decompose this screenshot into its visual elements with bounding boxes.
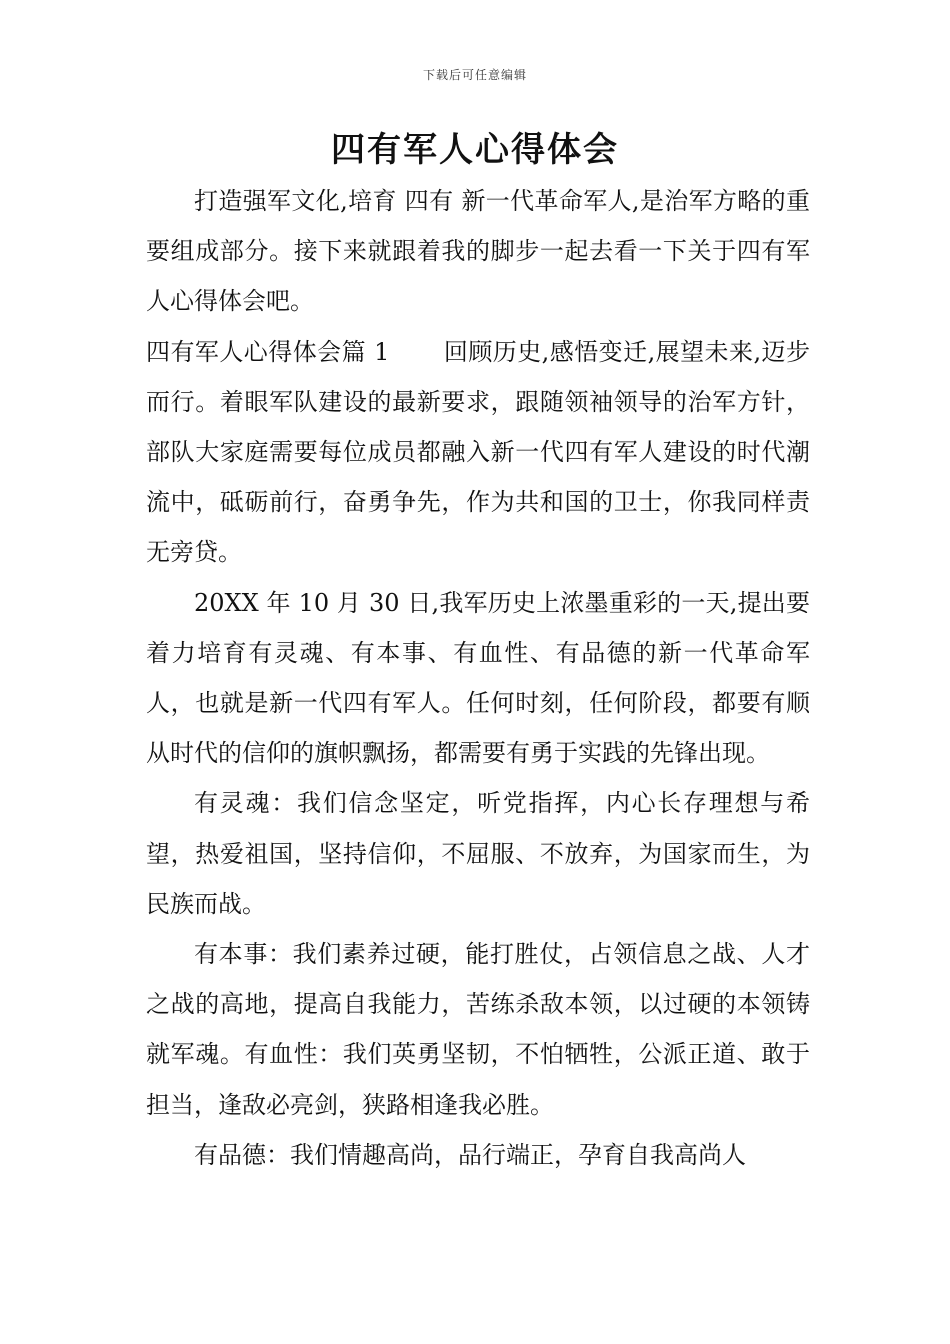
document-title: 四有军人心得体会 [331, 130, 619, 170]
section-paragraph [146, 327, 810, 578]
section-lead-text: 回顾历史,感悟变迁,展望未来,迈步而行。着眼军队建设的最新要求，跟随领袖领导的治军方针，部队大家庭需要每位成员都融入新一代四有军人建设的时代潮流中，砥砺前行，奋勇争先，作为共和国的卫士，你我同样责无旁贷。 [146, 337, 810, 567]
body-paragraph-skill: 有本事：我们素养过硬，能打胜仗，占领信息之战、人才之战的高地，提高自我能力，苦练杀敌本领，以过硬的本领铸就军魂。有血性：我们英勇坚韧，不怕牺牲，公派正道、敢于担当，逢敌必亮剑，狭路相逢我必胜。 [146, 940, 810, 1119]
header-note: 下载后可任意编辑 [422, 68, 527, 82]
body-paragraph-date: 20XX 年 10 月 30 日,我军历史上浓墨重彩的一天,提出要着力培育有灵魂、有本事、有血性、有品德的新一代革命军人，也就是新一代四有军人。任何时刻，任何阶段，都要有顺从时代的信仰的旗帜飘扬，都需要有勇于实践的先锋出现。 [146, 588, 810, 768]
body-paragraph-morality: 有品德：我们情趣高尚，品行端正，孕育自我高尚人 [194, 1140, 746, 1169]
section-heading: 四有军人心得体会篇 1 [146, 337, 390, 366]
document-body [146, 176, 810, 1180]
intro-paragraph: 打造强军文化,培育 四有 新一代革命军人,是治军方略的重要组成部分。接下来就跟着我的脚步一起去看一下关于四有军人心得体会吧。 [146, 187, 810, 316]
body-paragraph-soul: 有灵魂：我们信念坚定，听党指挥，内心长存理想与希望，热爱祖国，坚持信仰，不屈服、不放弃，为国家而生，为民族而战。 [146, 789, 810, 918]
